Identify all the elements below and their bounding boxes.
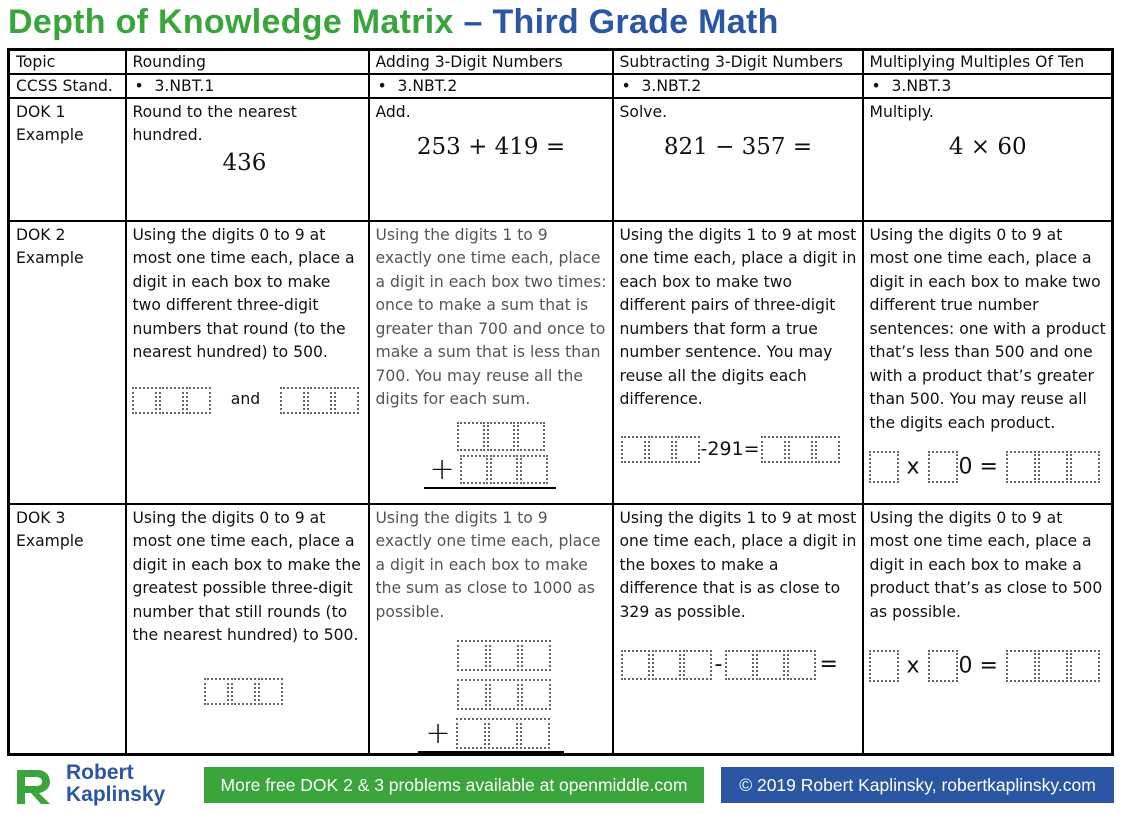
standard-subtracting: • 3.NBT.2	[620, 76, 857, 96]
answer-box[interactable]	[521, 640, 551, 671]
dok3-label-line2: Example	[16, 532, 84, 550]
dok3-subtracting-problem	[620, 650, 857, 680]
answer-box[interactable]	[521, 679, 551, 710]
dok2-rounding-text: Using the digits 0 to 9 at most one time each, place a digit in each box to make two different three-digit numbers that round (to the nearest hundred) to 500.	[132, 225, 355, 361]
standards-row	[9, 74, 1113, 98]
dok2-multiplying-problem	[868, 451, 1107, 483]
dok2-multiplying-cell	[863, 221, 1113, 504]
answer-box[interactable]	[489, 640, 519, 671]
zero-digit: 0	[958, 653, 973, 679]
equals-sign: =	[979, 454, 998, 480]
answer-box[interactable]	[683, 650, 712, 680]
header-topic: Topic	[9, 50, 126, 74]
answer-box[interactable]	[258, 678, 283, 705]
dok1-adding-math: 253 + 419 =	[416, 134, 566, 160]
addend-row	[426, 679, 566, 710]
answer-box[interactable]	[457, 679, 487, 710]
addend-row	[426, 640, 566, 671]
dok3-adding-problem	[426, 640, 566, 753]
answer-box[interactable]	[815, 436, 840, 463]
standard-multiplying: • 3.NBT.3	[870, 76, 1107, 96]
kaplinsky-logo[interactable]	[14, 762, 204, 810]
dok1-adding-text: Add.	[375, 102, 411, 121]
answer-box[interactable]	[334, 387, 359, 414]
openmiddle-banner[interactable]: More free DOK 2 & 3 problems available at openmiddle.com	[204, 767, 704, 803]
standard-rounding: • 3.NBT.1	[133, 76, 363, 96]
answer-box[interactable]	[928, 451, 958, 483]
dok2-adding-cell	[369, 221, 613, 504]
dok3-adding-text: Using the digits 1 to 9 exactly one time each, place a digit in each box to make the sum as close to 1000 as possible.	[375, 508, 601, 621]
answer-box[interactable]	[761, 436, 786, 463]
answer-box[interactable]	[787, 650, 816, 680]
answer-box[interactable]	[756, 650, 785, 680]
dok2-rounding-and: and	[230, 390, 261, 409]
addend-row	[429, 451, 550, 487]
answer-box[interactable]	[280, 387, 305, 414]
addend-row	[430, 422, 550, 451]
header-rounding: Rounding	[126, 50, 369, 74]
answer-box[interactable]	[1070, 650, 1100, 682]
answer-box[interactable]	[675, 436, 700, 463]
standards-label: CCSS Stand.	[9, 74, 126, 98]
dok1-rounding-text: Round to the nearest hundred.	[132, 102, 297, 144]
header-multiplying: Multiplying Multiples Of Ten	[863, 50, 1113, 74]
times-sign: x	[906, 653, 920, 679]
answer-box[interactable]	[132, 387, 157, 414]
answer-box[interactable]	[648, 436, 673, 463]
answer-box[interactable]	[652, 650, 681, 680]
answer-box[interactable]	[1006, 451, 1036, 483]
dok3-label	[9, 504, 126, 755]
answer-box[interactable]	[159, 387, 184, 414]
dok1-multiplying-math: 4 × 60	[948, 134, 1027, 160]
answer-box[interactable]	[1070, 451, 1100, 483]
answer-box[interactable]	[621, 650, 650, 680]
answer-box[interactable]	[460, 455, 488, 484]
addend-row	[425, 715, 566, 751]
sum-line	[418, 751, 564, 753]
dok1-multiplying-cell	[863, 98, 1113, 221]
dok3-multiplying-text: Using the digits 0 to 9 at most one time each, place a digit in each box to make a product that’s as close to 500 as possible.	[869, 508, 1103, 621]
dok2-adding-problem	[430, 422, 550, 489]
dok1-label-line2: Example	[16, 126, 84, 144]
dok2-adding-text: Using the digits 1 to 9 exactly one time each, place a digit in each box two times: once to make a sum that is greater than 700 and once to make a sum that is less than 700. You may reuse all the digits for each sum.	[375, 225, 607, 408]
answer-box[interactable]	[621, 436, 646, 463]
answer-box[interactable]	[1006, 650, 1036, 682]
dok2-subtracting-cell	[613, 221, 863, 504]
answer-box[interactable]	[487, 422, 515, 451]
dok1-label-line1: DOK 1	[16, 102, 66, 121]
dok3-row	[9, 504, 1113, 755]
dok1-row	[9, 98, 1113, 221]
answer-box[interactable]	[457, 640, 487, 671]
header-subtracting: Subtracting 3-Digit Numbers	[613, 50, 863, 74]
answer-box[interactable]	[231, 678, 256, 705]
dok3-subtracting-text: Using the digits 1 to 9 at most one time each, place a digit in the boxes to make a difference that is as close to 329 as possible.	[619, 508, 857, 621]
dok2-rounding-cell	[126, 221, 369, 504]
plus-sign: +	[425, 715, 451, 751]
page-title	[8, 0, 779, 44]
answer-box[interactable]	[1038, 451, 1068, 483]
dok3-adding-cell	[369, 504, 613, 755]
dok3-rounding-text: Using the digits 0 to 9 at most one time each, place a digit in each box to make the greatest possible three-digit number that still rounds (to the nearest hundred) to 500.	[132, 508, 361, 644]
dok2-label	[9, 221, 126, 504]
logo-line-1: Robert	[66, 761, 134, 784]
dok2-label-line1: DOK 2	[16, 225, 66, 244]
header-adding: Adding 3-Digit Numbers	[369, 50, 613, 74]
dok2-rounding-boxes	[131, 387, 363, 414]
sum-line	[424, 487, 556, 489]
dok3-rounding-boxes	[203, 678, 363, 705]
answer-box[interactable]	[489, 679, 519, 710]
answer-box[interactable]	[520, 455, 548, 484]
equals-sign: =	[979, 653, 998, 679]
dok2-multiplying-text: Using the digits 0 to 9 at most one time each, place a digit in each box to make two different true number sentences: one with a product that’s less than 500 and one with a product that’s greater than 500. You may reuse all the digits each product.	[869, 225, 1106, 432]
title-dash: –	[453, 3, 493, 41]
dok1-subtracting-math: 821 − 357 =	[663, 134, 813, 160]
dok3-rounding-cell	[126, 504, 369, 755]
dok1-label	[9, 98, 126, 221]
dok2-label-line2: Example	[16, 249, 84, 267]
answer-box[interactable]	[186, 387, 211, 414]
answer-box[interactable]	[457, 422, 485, 451]
times-sign: x	[906, 454, 920, 480]
logo-line-2: Kaplinsky	[66, 783, 166, 806]
copyright-banner[interactable]: © 2019 Robert Kaplinsky, robertkaplinsky.com	[721, 767, 1114, 803]
standard-adding: • 3.NBT.2	[376, 76, 607, 96]
dok2-row	[9, 221, 1113, 504]
answer-box[interactable]	[520, 718, 550, 749]
subtrahend-text: -291=	[700, 437, 760, 460]
dok2-subtracting-problem	[620, 436, 857, 463]
dok1-adding-cell	[369, 98, 613, 221]
dok3-subtracting-cell	[613, 504, 863, 755]
answer-box[interactable]	[456, 718, 486, 749]
title-part-2: Third Grade Math	[492, 3, 779, 41]
answer-box[interactable]	[788, 436, 813, 463]
dok2-subtracting-text: Using the digits 1 to 9 at most one time each, place a digit in each box to make two different pairs of three-digit numbers that form a true number sentence. You may reuse all the digits each difference.	[619, 225, 857, 408]
title-part-1: Depth of Knowledge Matrix	[8, 3, 454, 41]
dok3-multiplying-cell	[863, 504, 1113, 755]
dok1-subtracting-cell	[613, 98, 863, 221]
dok3-label-line1: DOK 3	[16, 508, 66, 527]
answer-box[interactable]	[488, 718, 518, 749]
dok1-rounding-cell	[126, 98, 369, 221]
dok1-subtracting-text: Solve.	[619, 102, 668, 121]
dok-matrix-table	[7, 48, 1114, 756]
plus-sign: +	[429, 451, 455, 487]
answer-box[interactable]	[490, 455, 518, 484]
logo-r-icon	[14, 768, 52, 806]
answer-box[interactable]	[869, 451, 899, 483]
logo-text	[66, 762, 165, 806]
dok1-rounding-math: 436	[222, 149, 267, 176]
answer-box[interactable]	[869, 650, 899, 682]
answer-box[interactable]	[204, 678, 229, 705]
answer-box[interactable]	[307, 387, 332, 414]
header-row	[9, 50, 1113, 74]
zero-digit: 0	[958, 454, 973, 480]
answer-box[interactable]	[928, 650, 958, 682]
dok3-multiplying-problem	[868, 650, 1107, 682]
answer-box[interactable]	[725, 650, 754, 680]
answer-box[interactable]	[1038, 650, 1068, 682]
minus-sign: -	[714, 652, 723, 678]
equals-sign: =	[819, 652, 838, 678]
answer-box[interactable]	[517, 422, 545, 451]
dok1-multiplying-text: Multiply.	[869, 102, 934, 121]
